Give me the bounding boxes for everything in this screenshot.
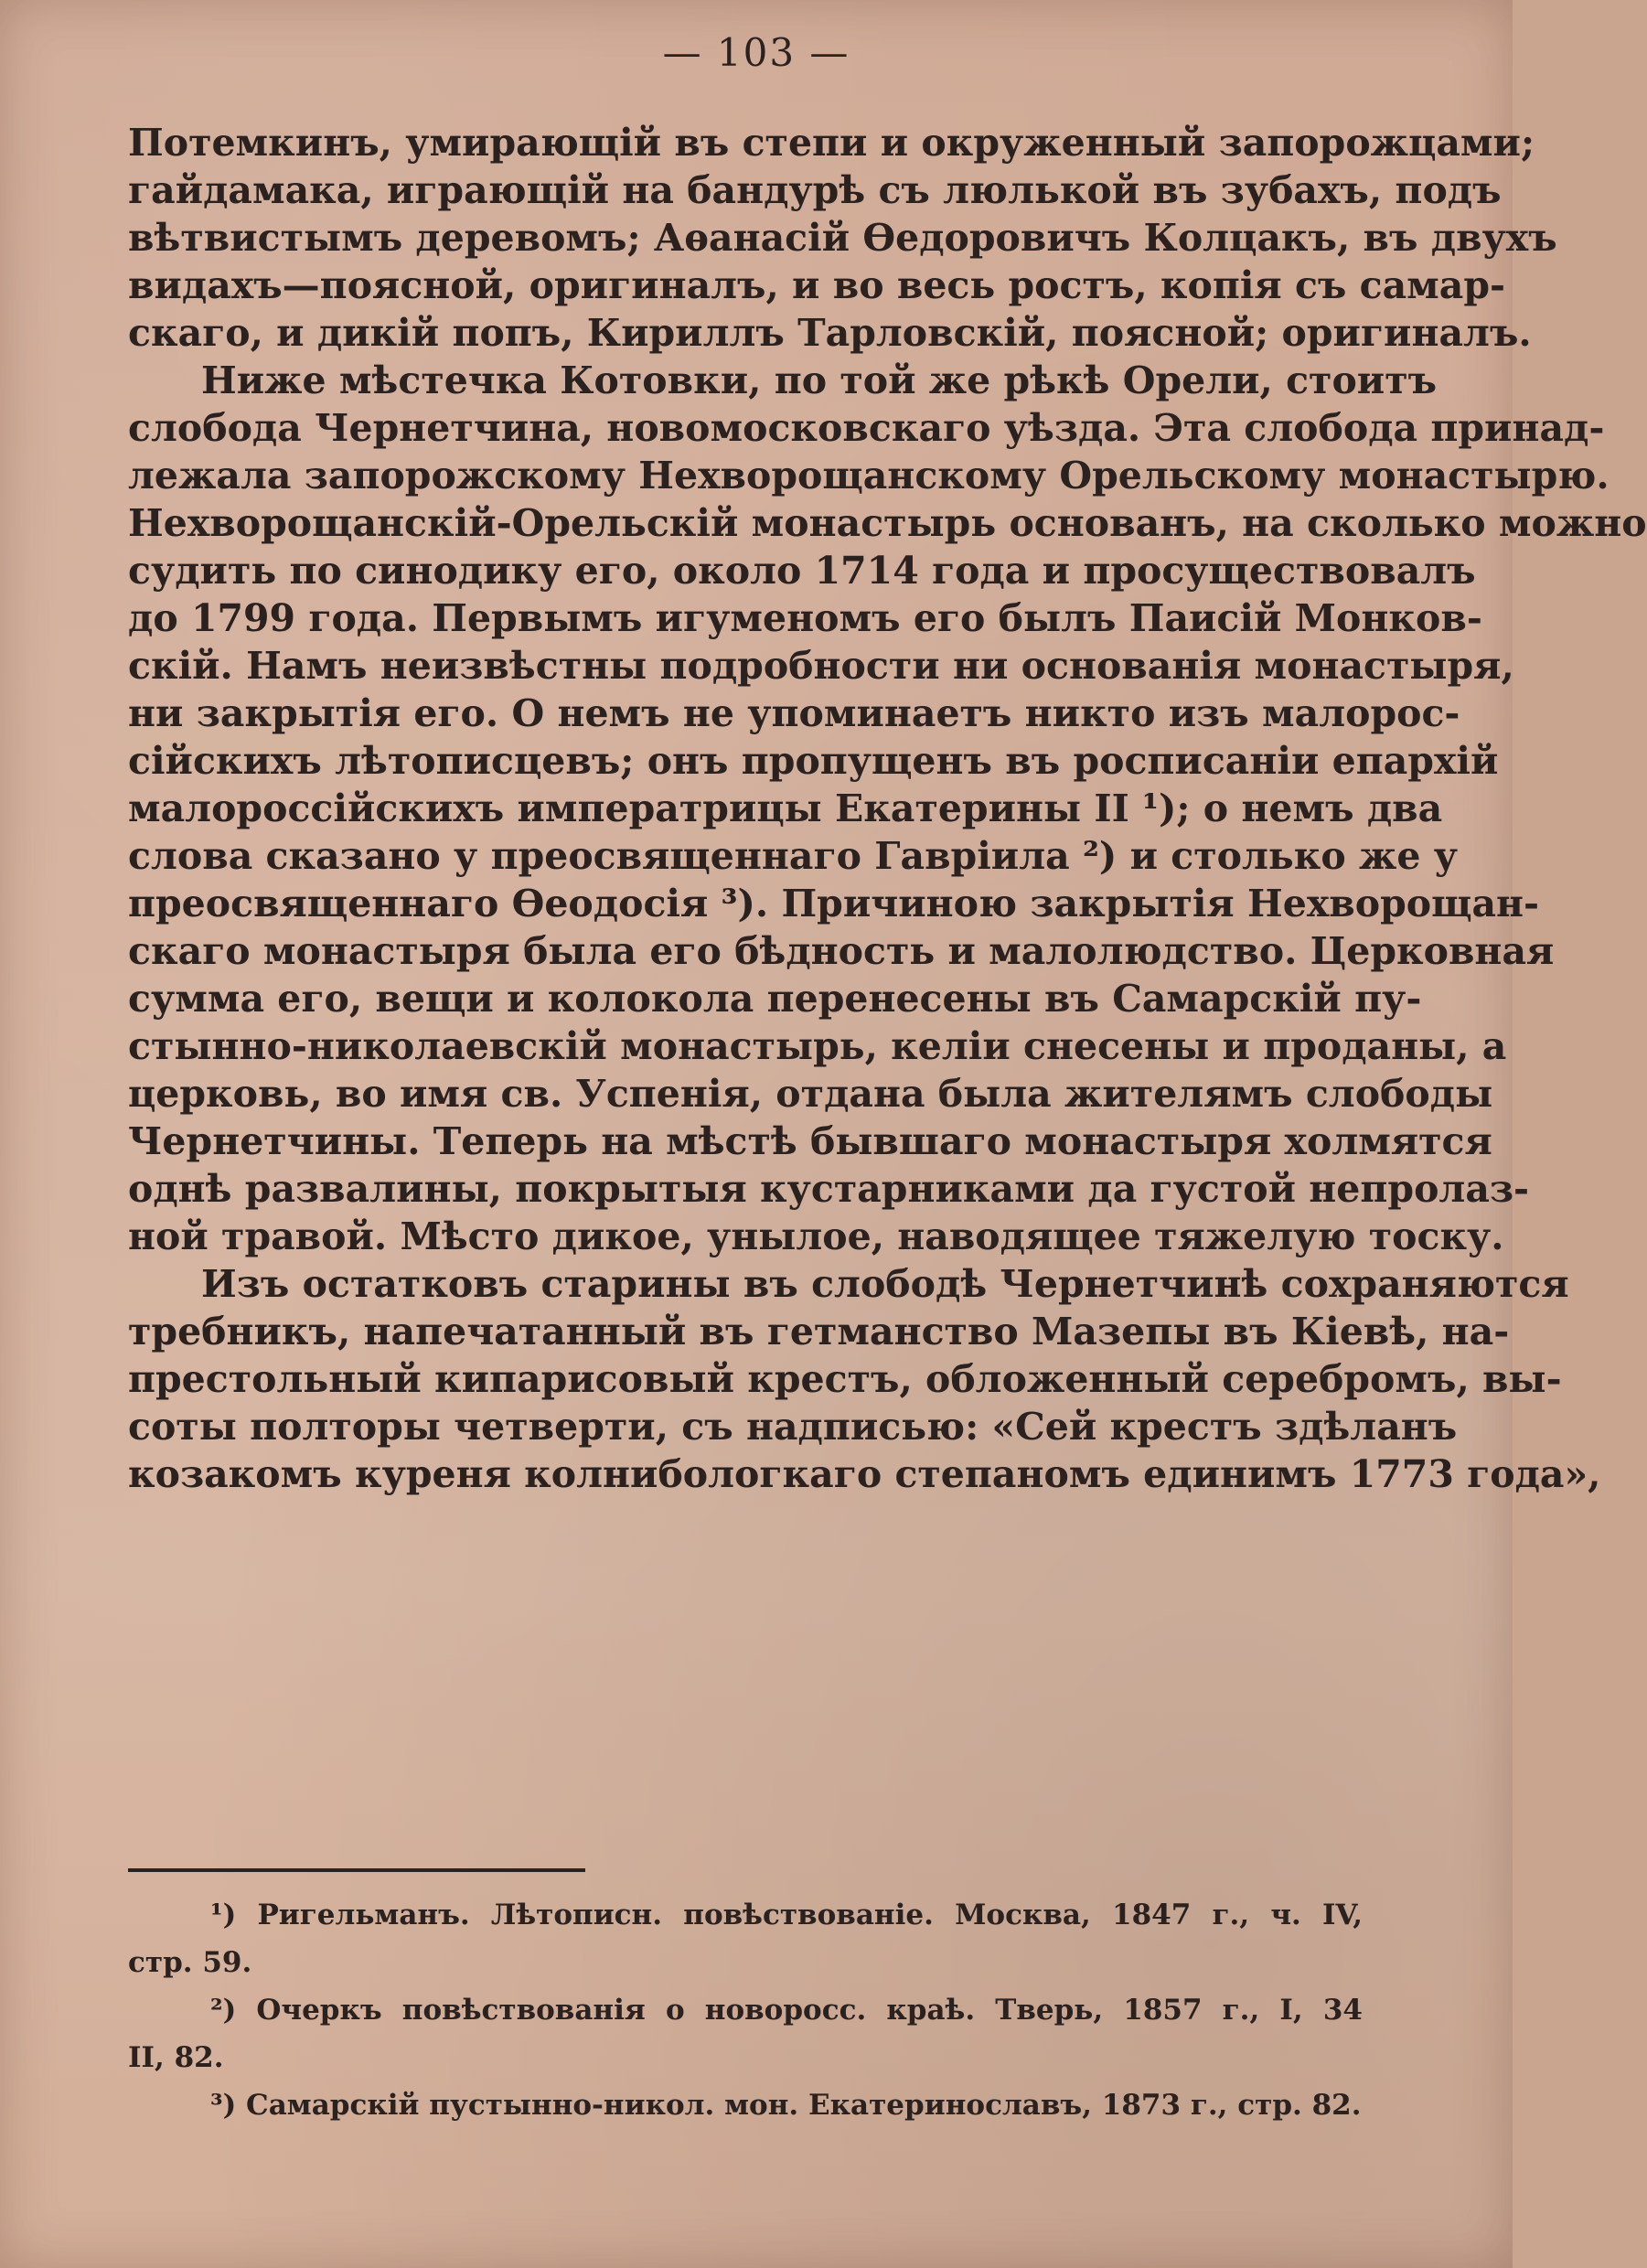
paragraph-start-line: Изъ остатковъ старины въ слободѣ Чернетчинѣ сохраняются [201, 1262, 1569, 1306]
text-line: Чернетчины. Теперь на мѣстѣ бывшаго монастыря холмятся [128, 1119, 1492, 1163]
footnote-1-continued: стр. 59. [128, 1946, 252, 1979]
text-line: лежала запорожскому Нехворощанскому Орельскому монастырю. [128, 454, 1610, 497]
main-text [128, 119, 1647, 1838]
footnote-2-continued: II, 82. [128, 2041, 224, 2074]
text-line: требникъ, напечатанный въ гетманство Мазепы въ Кіевѣ, на- [128, 1310, 1510, 1353]
text-line: престольный кипарисовый крестъ, обложенный серебромъ, вы- [128, 1357, 1562, 1401]
text-line: скаго монастыря была его бѣдность и малолюдство. Церковная [128, 929, 1555, 973]
text-line: малороссійскихъ императрицы Екатерины II ¹); о немъ два [128, 786, 1443, 830]
text-line: козакомъ куреня колнибологкаго степаномъ единимъ 1773 года», [128, 1452, 1601, 1496]
text-line: скій. Намъ неизвѣстны подробности ни основанія монастыря, [128, 644, 1514, 688]
footnote-divider [128, 1868, 585, 1872]
footnote-3: ³) Самарскій пустынно-никол. мон. Екатеринославъ, 1873 г., стр. 82. [210, 2089, 1362, 2122]
text-line: гайдамака, играющій на бандурѣ съ люлькой въ зубахъ, подъ [128, 168, 1502, 212]
text-line: Нехворощанскій-Орельскій монастырь основанъ, на сколько можно [128, 501, 1647, 545]
text-line: однѣ развалины, покрытыя кустарниками да густой непролаз- [128, 1167, 1530, 1211]
text-line: соты полторы четверти, съ надписью: «Сей крестъ здѣланъ [128, 1405, 1458, 1449]
text-line: церковь, во имя св. Успенія, отдана была жителямъ слободы [128, 1072, 1493, 1116]
text-line: до 1799 года. Первымъ игуменомъ его былъ Паисій Монков- [128, 596, 1482, 640]
text-line: стынно-николаевскій монастырь, келіи снесены и проданы, а [128, 1024, 1507, 1068]
text-line: судить по синодику его, около 1714 года и просуществовалъ [128, 549, 1476, 593]
text-line: сійскихъ лѣтописцевъ; онъ пропущенъ въ росписаніи епархій [128, 739, 1499, 783]
text-line: ни закрытія его. О немъ не упоминаетъ никто изъ малорос- [128, 691, 1460, 735]
text-line: преосвященнаго Ѳеодосія ³). Причиною закрытія Нехворощан- [128, 882, 1540, 925]
text-line: видахъ—поясной, оригиналъ, и во весь ростъ, копія съ самар- [128, 263, 1506, 307]
text-line: сумма его, вещи и колокола перенесены въ Самарскій пу- [128, 977, 1422, 1021]
text-line: вѣтвистымъ деревомъ; Аѳанасій Ѳедоровичъ Колцакъ, въ двухъ [128, 216, 1557, 260]
text-line: слова сказано у преосвященнаго Гавріила ²) и столько же у [128, 834, 1458, 878]
paragraph-start-line: Ниже мѣстечка Котовки, по той же рѣкѣ Орели, стоитъ [201, 358, 1438, 402]
page-number: — 103 — [662, 30, 850, 75]
footnote-2: ²) Очеркъ повѣствованія о новоросс. краѣ. Тверь, 1857 г., I, 34 [210, 1994, 1363, 2027]
text-line: ной травой. Мѣсто дикое, унылое, наводящее тяжелую тоску. [128, 1214, 1504, 1258]
footnotes [128, 1891, 1363, 2175]
footnote-1: ¹) Ригельманъ. Лѣтописн. повѣствованіе. Москва, 1847 г., ч. IV, [210, 1899, 1363, 1931]
text-line: Потемкинъ, умирающій въ степи и окруженный запорожцами; [128, 121, 1535, 165]
text-line: скаго, и дикій попъ, Кириллъ Тарловскій, поясной; оригиналъ. [128, 311, 1532, 355]
text-line: слобода Чернетчина, новомосковскаго уѣзда. Эта слобода принад- [128, 406, 1605, 450]
